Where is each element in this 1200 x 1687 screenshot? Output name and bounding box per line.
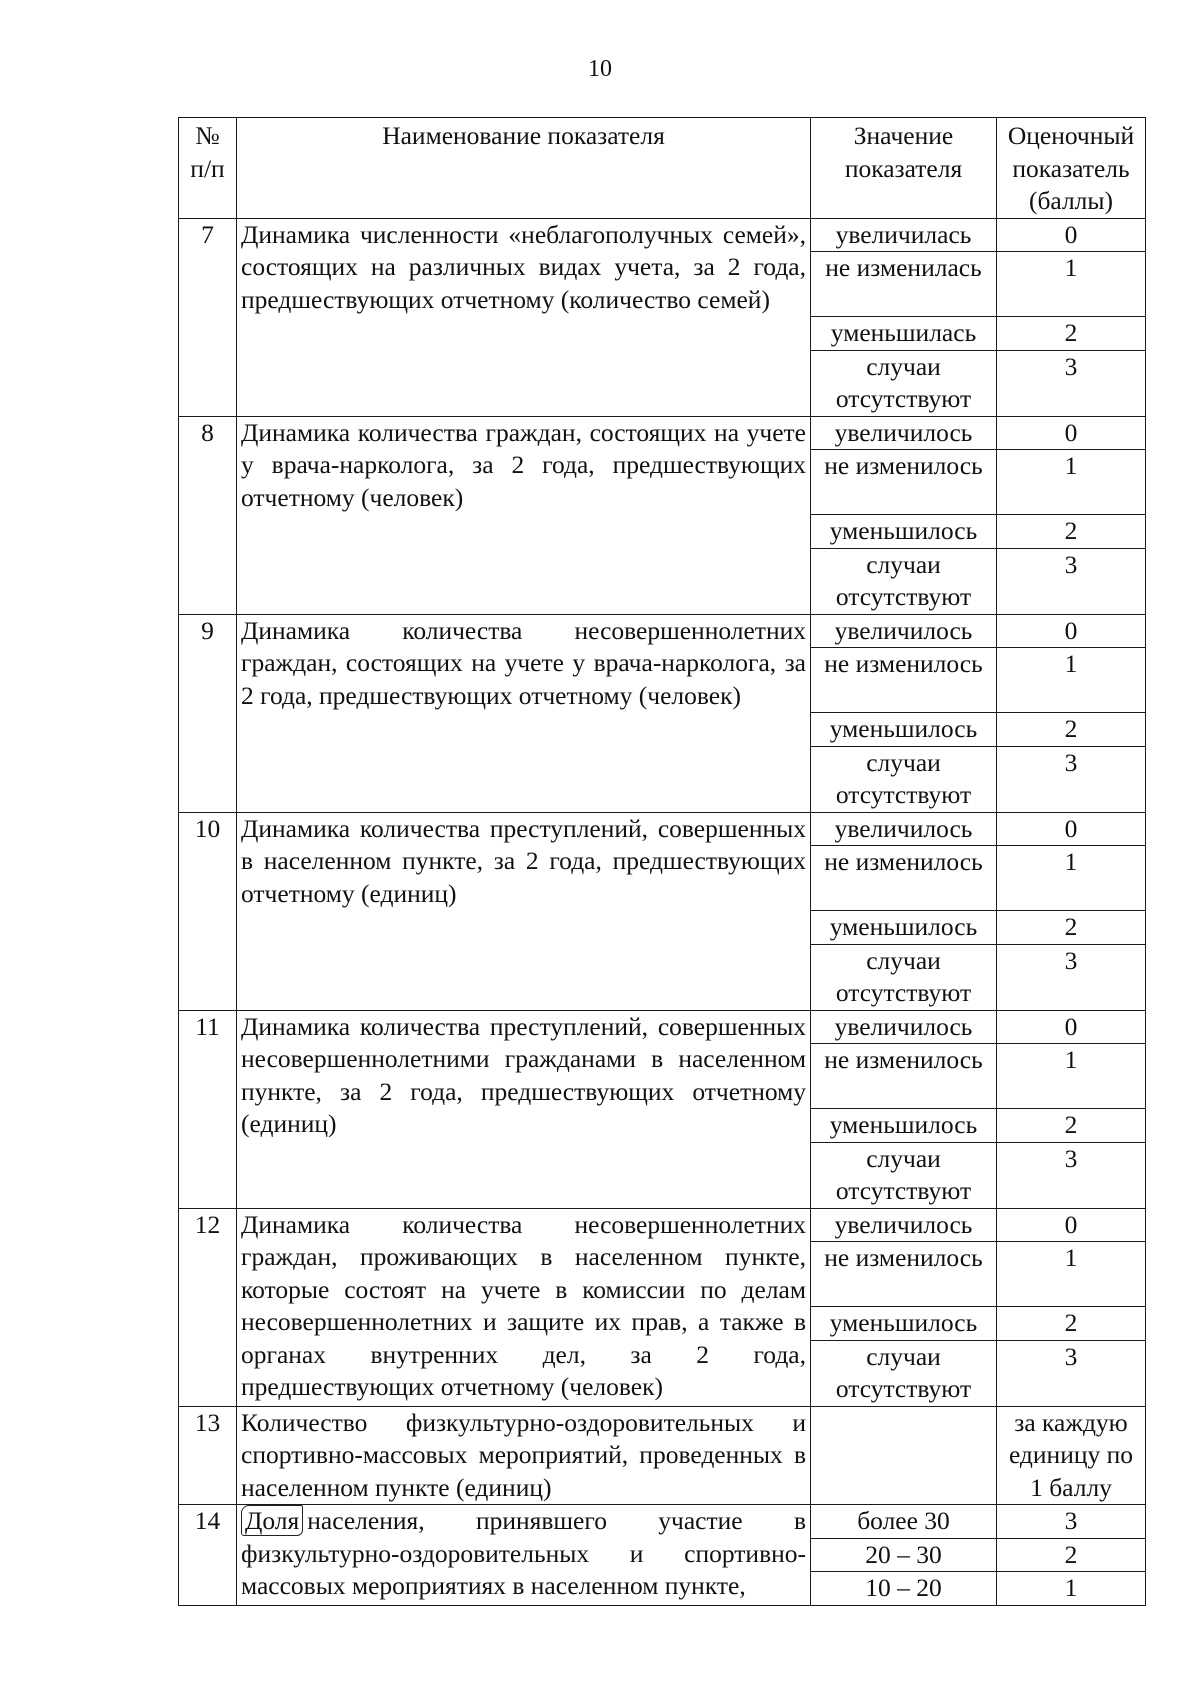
indicator-name: Динамика количества несовершеннолетних граждан, состоящих на учете у врача-нарколога, за 2 года, предшествующих отчетному (человек) bbox=[237, 614, 811, 812]
indicator-value: случаи отсутствуют bbox=[811, 548, 997, 614]
table-row bbox=[179, 416, 1146, 450]
table-row bbox=[179, 218, 1146, 252]
table-row bbox=[179, 1406, 1146, 1505]
indicator-name: Динамика численности «неблагополучных семей», состоящих на различных видах учета, за 2 года, предшествующих отчетному (количество семей) bbox=[237, 218, 811, 416]
indicator-value: увеличилось bbox=[811, 1208, 997, 1242]
table-body bbox=[179, 218, 1146, 1605]
indicator-score: 3 bbox=[997, 944, 1146, 1010]
indicator-name: Количество физкультурно-оздоровительных и спортивно-массовых мероприятий, проведенных в населенном пункте (единиц) bbox=[237, 1406, 811, 1505]
row-number: 11 bbox=[179, 1010, 237, 1208]
indicator-value: не изменилась bbox=[811, 252, 997, 317]
indicator-name-text: населения, принявшего участие в физкультурно-оздоровительных и спортивно-массовых мероприятиях в населенном пункте, bbox=[241, 1506, 806, 1600]
indicator-name: Динамика количества граждан, состоящих на учете у врача-нарколога, за 2 года, предшествующих отчетному (человек) bbox=[237, 416, 811, 614]
row-number: 12 bbox=[179, 1208, 237, 1406]
indicator-score: 1 bbox=[997, 1044, 1146, 1109]
indicator-value: увеличилось bbox=[811, 416, 997, 450]
indicator-score: 3 bbox=[997, 1505, 1146, 1539]
indicator-score: 0 bbox=[997, 614, 1146, 648]
indicator-value: 20 – 30 bbox=[811, 1538, 997, 1572]
indicator-score: 1 bbox=[997, 846, 1146, 911]
row-number: 7 bbox=[179, 218, 237, 416]
indicator-score: 1 bbox=[997, 1572, 1146, 1606]
indicator-score: 3 bbox=[997, 350, 1146, 416]
indicator-score: 2 bbox=[997, 1538, 1146, 1572]
indicator-score: 1 bbox=[997, 450, 1146, 515]
indicator-name bbox=[237, 1505, 811, 1606]
indicator-score: 2 bbox=[997, 1307, 1146, 1341]
header-score: Оценочный показатель (баллы) bbox=[997, 118, 1146, 219]
indicator-value: не изменилось bbox=[811, 1044, 997, 1109]
indicator-value: уменьшилось bbox=[811, 911, 997, 945]
indicator-value: не изменилось bbox=[811, 1242, 997, 1307]
row-number: 9 bbox=[179, 614, 237, 812]
indicator-score: 0 bbox=[997, 1208, 1146, 1242]
indicator-value: уменьшилось bbox=[811, 1307, 997, 1341]
indicator-score: 1 bbox=[997, 1242, 1146, 1307]
table-header bbox=[179, 118, 1146, 219]
indicators-table bbox=[178, 117, 1146, 1606]
indicator-score: 0 bbox=[997, 812, 1146, 846]
indicator-score: 3 bbox=[997, 1340, 1146, 1406]
table-row bbox=[179, 1010, 1146, 1044]
row-number: 8 bbox=[179, 416, 237, 614]
indicator-score: 2 bbox=[997, 317, 1146, 351]
indicator-score: 1 bbox=[997, 252, 1146, 317]
row-number: 10 bbox=[179, 812, 237, 1010]
row-number: 13 bbox=[179, 1406, 237, 1505]
indicator-score: 1 bbox=[997, 648, 1146, 713]
table-row bbox=[179, 614, 1146, 648]
indicator-value bbox=[811, 1406, 997, 1505]
header-num: № п/п bbox=[179, 118, 237, 219]
indicator-score: 3 bbox=[997, 1142, 1146, 1208]
table-row bbox=[179, 1208, 1146, 1242]
header-value: Значение показателя bbox=[811, 118, 997, 219]
header-name: Наименование показателя bbox=[237, 118, 811, 219]
indicator-score: 2 bbox=[997, 1109, 1146, 1143]
indicator-name: Динамика количества преступлений, совершенных в населенном пункте, за 2 года, предшествующих отчетному (единиц) bbox=[237, 812, 811, 1010]
table-row bbox=[179, 812, 1146, 846]
indicator-score: 0 bbox=[997, 1010, 1146, 1044]
indicator-score: 0 bbox=[997, 416, 1146, 450]
table-row bbox=[179, 1505, 1146, 1539]
indicator-score: за каждую единицу по 1 баллу bbox=[997, 1406, 1146, 1505]
indicator-value: увеличилось bbox=[811, 1010, 997, 1044]
page-number: 10 bbox=[588, 56, 612, 82]
indicator-score: 2 bbox=[997, 911, 1146, 945]
indicator-value: уменьшилось bbox=[811, 515, 997, 549]
indicator-value: 10 – 20 bbox=[811, 1572, 997, 1606]
indicator-value: не изменилось bbox=[811, 846, 997, 911]
indicator-score: 2 bbox=[997, 713, 1146, 747]
indicator-value: уменьшилось bbox=[811, 1109, 997, 1143]
indicator-value: более 30 bbox=[811, 1505, 997, 1539]
indicator-value: увеличилось bbox=[811, 614, 997, 648]
indicator-value: случаи отсутствуют bbox=[811, 1340, 997, 1406]
indicator-score: 3 bbox=[997, 746, 1146, 812]
indicator-value: не изменилось bbox=[811, 450, 997, 515]
indicator-value: не изменилось bbox=[811, 648, 997, 713]
indicator-value: уменьшилось bbox=[811, 713, 997, 747]
indicator-value: случаи отсутствуют bbox=[811, 746, 997, 812]
indicator-value: увеличилось bbox=[811, 812, 997, 846]
indicator-value: уменьшилась bbox=[811, 317, 997, 351]
hand-marked-word: Доля bbox=[241, 1505, 303, 1536]
indicator-score: 2 bbox=[997, 515, 1146, 549]
indicator-name: Динамика количества преступлений, совершенных несовершеннолетними гражданами в населенном пункте, за 2 года, предшествующих отчетному (единиц) bbox=[237, 1010, 811, 1208]
indicator-value: случаи отсутствуют bbox=[811, 350, 997, 416]
indicator-score: 0 bbox=[997, 218, 1146, 252]
indicator-value: случаи отсутствуют bbox=[811, 1142, 997, 1208]
indicator-name: Динамика количества несовершеннолетних граждан, проживающих в населенном пункте, которые состоят на учете в комиссии по делам несовершеннолетних и защите их прав, а также в органах внутренних дел, за 2 года, предшествующих отчетному (человек) bbox=[237, 1208, 811, 1406]
indicator-score: 3 bbox=[997, 548, 1146, 614]
indicator-value: увеличилась bbox=[811, 218, 997, 252]
indicator-value: случаи отсутствуют bbox=[811, 944, 997, 1010]
row-number: 14 bbox=[179, 1505, 237, 1606]
